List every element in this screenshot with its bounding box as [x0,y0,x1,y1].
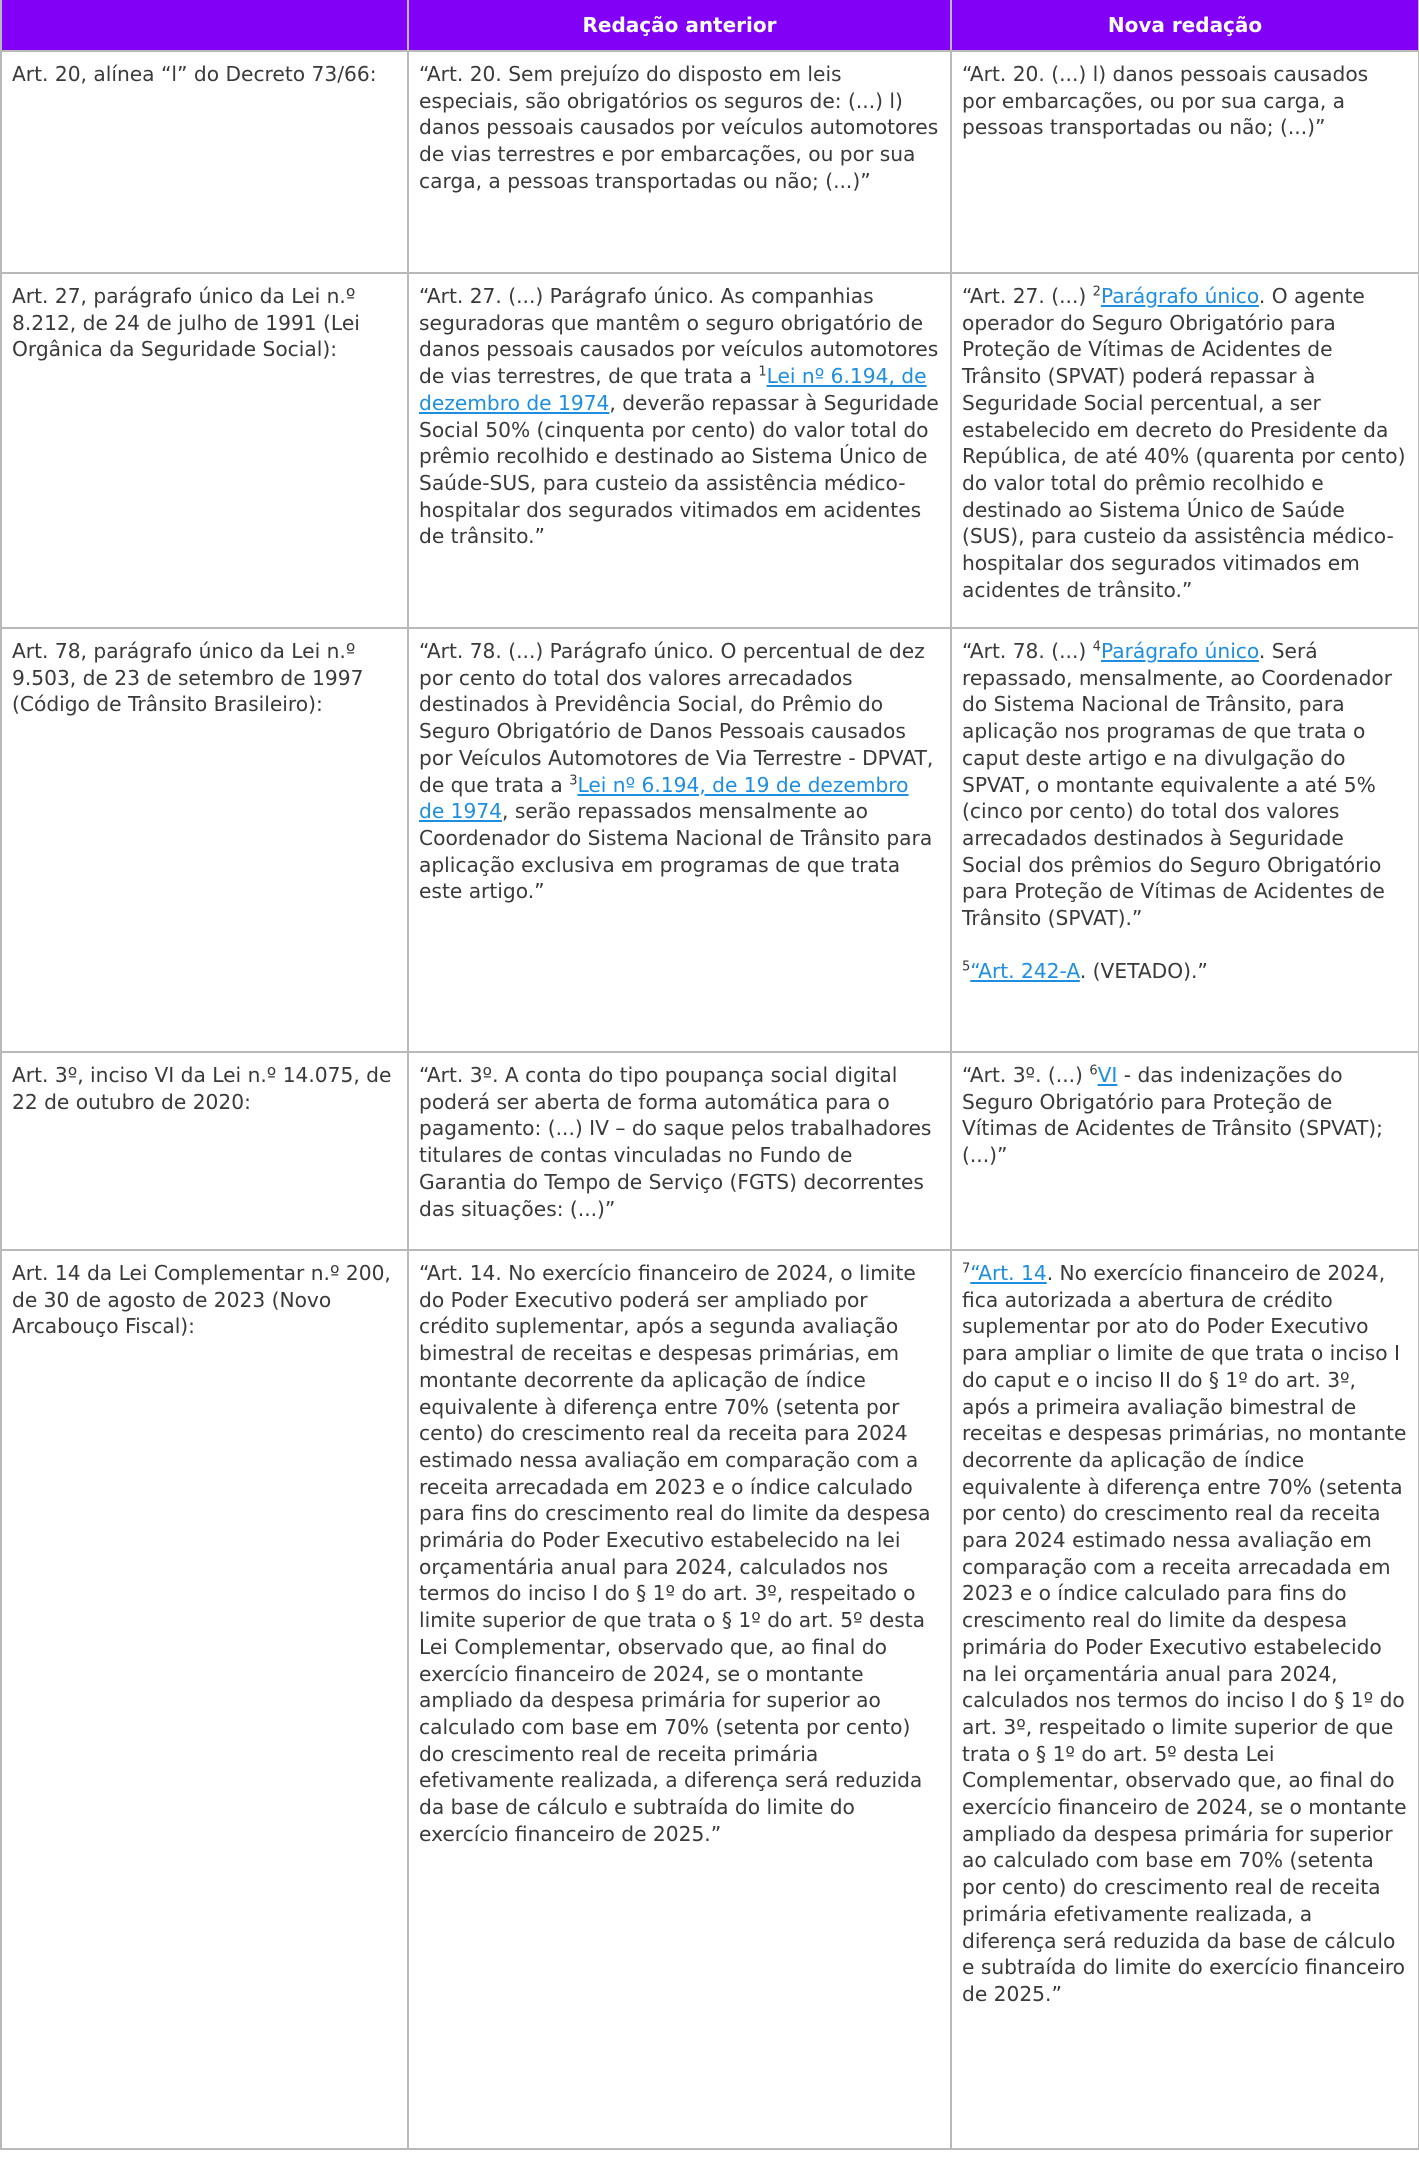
previous-wording-cell: “Art. 20. Sem prejuízo do disposto em leis especiais, são obrigatórios os seguros de: (...) l) danos pessoais causados por veículos automotores de vias terrestres e por embarcações, ou por sua carga, a pessoas transportadas ou não; (...)” [408,51,951,273]
new-text-extra: . (VETADO).” [1079,958,1208,983]
paragraph-gap [962,932,1408,958]
footnote-marker: 6 [1089,1063,1098,1079]
new-wording-text: “Art. 20. (...) l) danos pessoais causados por embarcações, ou por sua carga, a pessoas transportadas ou não; (...)” [962,62,1369,140]
previous-text-after: , deverão repassar à Seguridade Social 50% (cinquenta por cento) do valor total do prêmio recolhido e destinado ao Sistema Único de Saúde-SUS, para custeio da assistência médico-hospitalar dos segurados vitimados em acidentes de trânsito.” [419,390,939,549]
law-link[interactable]: Lei nº 6.194, de dezembro de 1974 [419,364,927,415]
paragraph-link[interactable]: Parágrafo único [1100,284,1259,308]
table-row [1,51,1419,273]
table-row [1,1250,1419,2149]
header-law [1,0,408,51]
previous-wording-cell: “Art. 3º. A conta do tipo poupança social digital poderá ser aberta de forma automática para o pagamento: (...) IV – do saque pelos trabalhadores titulares de contas vinculadas no Fundo de Garantia do Tempo de Serviço (FGTS) decorrentes das situações: (...)” [408,1052,951,1250]
previous-text-before: “Art. 27. (...) Parágrafo único. As companhias seguradoras que mantêm o seguro obrigatório de danos pessoais causados por veículos automotores de vias terrestres, de que trata a [419,284,939,389]
table-row [1,1052,1419,1250]
table-row [1,628,1419,1052]
new-wording-cell [951,628,1419,1052]
previous-wording-cell: “Art. 14. No exercício financeiro de 2024, o limite do Poder Executivo poderá ser ampliado por crédito suplementar, após a segunda avaliação bimestral de receitas e despesas primárias, em montante decorrente da aplicação de índice equivalente à diferença entre 70% (setenta por cento) do crescimento real da receita para 2024 estimado nessa avaliação em comparação com a receita arrecadada em 2023 e o índice calculado para fins do crescimento real do limite da despesa primária do Poder Executivo estabelecido na lei orçamentária anual para 2024, calculados nos termos do inciso I do § 1º do art. 3º, respeitado o limite superior de que trata o § 1º do art. 5º desta Lei Complementar, observado que, ao final do exercício financeiro de 2024, se o montante ampliado da despesa primária for superior ao calculado com base em 70% (setenta por cento) do crescimento real de receita primária efetivamente realizada, a diferença será reduzida da base de cálculo e subtraída do limite do exercício financeiro de 2025.” [408,1250,951,2149]
new-wording-cell [951,1250,1419,2149]
law-reference-cell: Art. 20, alínea “l” do Decreto 73/66: [1,51,408,273]
new-text-after: . No exercício financeiro de 2024, fica autorizada a abertura de crédito suplementar por ato do Poder Executivo para ampliar o limite de que trata o inciso I do caput e o inciso II do § 1º do art. 3º, após a primeira avaliação bimestral de receitas e despesas primárias, no montante decorrente da aplicação de índice equivalente à diferença entre 70% (setenta por cento) do crescimento real da receita para 2024 estimado nessa avaliação em comparação com a receita arrecadada em 2023 e o índice calculado para fins do crescimento real do limite da despesa primária do Poder Executivo estabelecido na lei orçamentária anual para 2024, calculados nos termos do inciso I do § 1º do art. 3º, respeitado o limite superior de que trata o § 1º do art. 5º desta Lei Complementar, observado que, ao final do exercício financeiro de 2024, se o montante ampliado da despesa primária for superior ao calculado com base em 70% (setenta por cento) do crescimento real de receita primária efetivamente realizada, a diferença será reduzida da base de cálculo e subtraída do limite do exercício financeiro de 2025.” [962,1261,1407,2006]
previous-wording-cell [408,628,951,1052]
new-text-before: “Art. 3º. (...) [962,1063,1090,1087]
paragraph-link[interactable]: Parágrafo único [1100,639,1259,663]
item-link[interactable]: VI [1097,1063,1118,1087]
new-text-before: “Art. 27. (...) [962,284,1093,308]
article-link[interactable]: “Art. 242-A [970,958,1080,983]
previous-text-before: “Art. 78. (...) Parágrafo único. O percentual de dez por cento do total dos valores arrecadados destinados à Previdência Social, do Prêmio do Seguro Obrigatório de Danos Pessoais causados por Veículos Automotores de Via Terrestre - DPVAT, de que trata a [419,639,934,797]
law-link[interactable]: Lei nº 6.194, de 19 de dezembro de 1974 [419,772,909,824]
footnote-marker: 1 [758,364,767,380]
footnote-marker: 5 [962,959,971,974]
table-header-row [1,0,1419,51]
footnote-marker: 7 [962,1261,971,1277]
header-previous-wording: Redação anterior [408,0,951,51]
table-row [1,273,1419,628]
law-reference-cell: Art. 78, parágrafo único da Lei n.º 9.503, de 23 de setembro de 1997 (Código de Trânsito Brasileiro): [1,628,408,1052]
new-text-after: . O agente operador do Seguro Obrigatório para Proteção de Vítimas de Acidentes de Trânsito (SPVAT) poderá repassar à Seguridade Social percentual, a ser estabelecido em decreto do Presidente da República, de até 40% (quarenta por cento) do valor total do prêmio recolhido e destinado ao Sistema Único de Saúde (SUS), para custeio da assistência médico-hospitalar dos segurados vitimados em acidentes de trânsito.” [962,284,1406,602]
new-wording-cell [951,51,1419,273]
previous-text-after: , serão repassados mensalmente ao Coordenador do Sistema Nacional de Trânsito para aplicação exclusiva em programas de que trata este artigo.” [419,799,933,904]
law-reference-cell: Art. 14 da Lei Complementar n.º 200, de 30 de agosto de 2023 (Novo Arcabouço Fiscal): [1,1250,408,2149]
law-reference-cell: Art. 3º, inciso VI da Lei n.º 14.075, de 22 de outubro de 2020: [1,1052,408,1250]
law-reference-cell: Art. 27, parágrafo único da Lei n.º 8.212, de 24 de julho de 1991 (Lei Orgânica da Seguridade Social): [1,273,408,628]
footnote-marker: 4 [1092,639,1101,655]
new-text-after: - das indenizações do Seguro Obrigatório para Proteção de Vítimas de Acidentes de Trânsito (SPVAT); (...)” [962,1063,1383,1168]
new-text-before: “Art. 78. (...) [962,639,1093,663]
footnote-marker: 3 [569,772,578,788]
footnote-marker: 2 [1092,284,1101,300]
new-wording-cell [951,1052,1419,1250]
new-text-after: . Será repassado, mensalmente, ao Coordenador do Sistema Nacional de Trânsito, para aplicação nos programas de que trata o caput deste artigo e na divulgação do SPVAT, o montante equivalente a até 5% (cinco por cento) do total dos valores arrecadados destinados à Seguridade Social dos prêmios do Seguro Obrigatório para Proteção de Vítimas de Acidentes de Trânsito (SPVAT).” [962,639,1393,931]
article-link[interactable]: “Art. 14 [970,1261,1047,1285]
previous-wording-cell [408,273,951,628]
header-new-wording: Nova redação [951,0,1419,51]
new-wording-cell [951,273,1419,628]
